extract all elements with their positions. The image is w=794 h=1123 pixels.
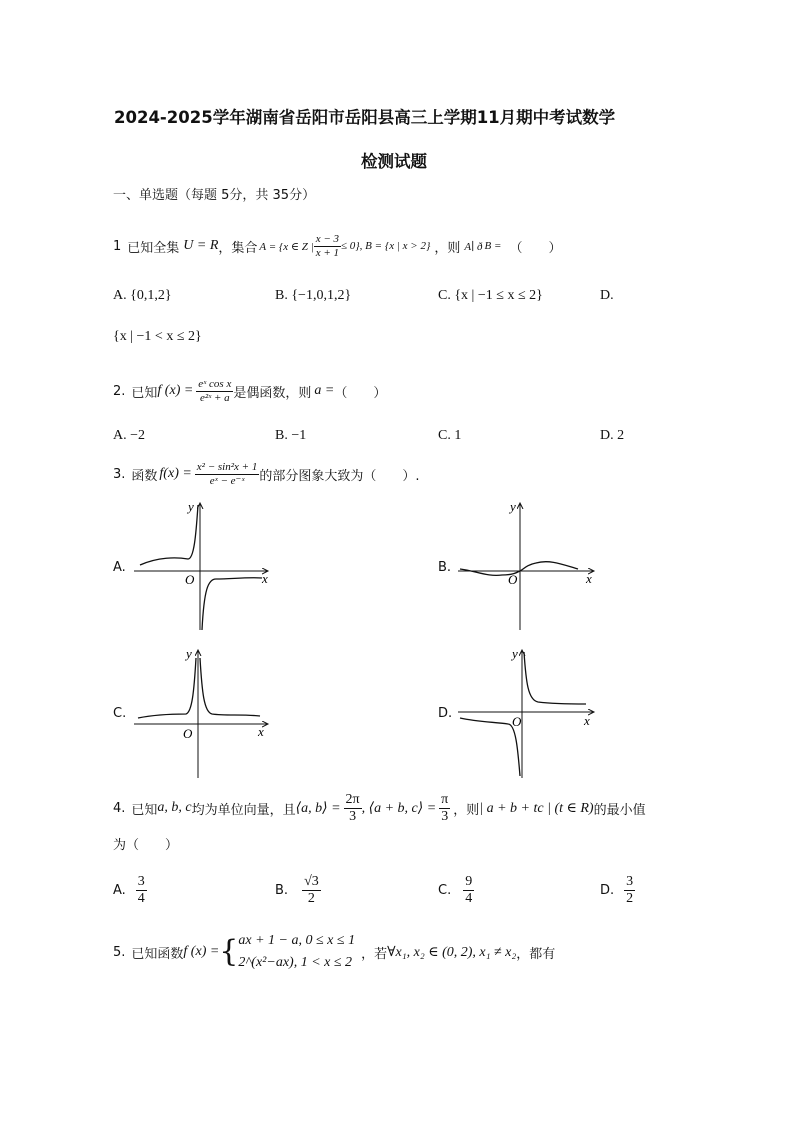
question-1 [113,228,561,264]
origin-label: O [183,726,193,741]
q3-option-c-label: C. [113,706,127,721]
q5-function-name: f (x) = [183,944,220,959]
q4-option-a-denominator: 4 [137,890,145,906]
question-4 [113,788,646,828]
curve-right [202,578,262,630]
q4-option-a-numerator: 3 [137,874,145,890]
question-5 [113,926,555,978]
q2-variable: a = [314,383,335,398]
origin-label: O [508,572,518,587]
q1-answer-paren: （ ） [509,240,562,256]
q1-set-a-prefix: A = {x ∈ Z | [259,240,314,253]
q1-expression-b: B = [484,240,502,252]
q4-option-d [600,870,635,910]
y-axis-label: y [186,646,192,661]
curve-left [140,505,198,565]
q1-expression: A∣ ð [464,240,483,253]
question-3 [113,456,419,492]
q5-condition: ∀x₁, x₂ ∈ (0, 2), x₁ ≠ x₂ [387,944,517,960]
q4-option-b-numerator: √3 [304,874,319,890]
q3-graph-c [128,642,278,782]
q3-denominator: eˣ − e⁻ˣ [209,474,245,487]
x-axis-label: x [258,724,264,739]
curve [460,562,578,576]
q3-text-2: 的部分图象大致为（ ）. [259,468,420,484]
q2-fraction [196,378,233,403]
q3-function-name: f(x) = [159,466,192,481]
y-axis-label: y [188,499,194,514]
q1-number: 1 [113,238,122,254]
q2-function-name: f (x) = [157,383,194,398]
q5-text-2: ，若 [361,946,388,962]
q4-text-1: 已知 [131,802,158,818]
section-header: 一、单选题（每题 5分，共 35分） [113,188,316,203]
q4-option-b-label: B. [275,882,289,898]
q1-option-d-text: {x | −1 < x ≤ 2} [113,329,202,344]
q1-set-a-fraction [314,233,341,258]
paper-title-line2: 检测试题 [361,152,427,171]
q4-option-c-denominator: 4 [465,890,473,906]
q2-answer-paren: （ ） [334,385,387,401]
y-axis-label: y [512,646,518,661]
q2-text-2: 是偶函数，则 [233,385,312,401]
q4-text-4: 的最小值 [593,802,646,818]
q1-set-a-denominator: x + 1 [315,246,339,259]
q1-option-c: C. {x | −1 ≤ x ≤ 2} [438,288,543,303]
q3-option-d-label: D. [438,706,453,721]
q4-vectors: a, b, c [157,800,192,815]
q1-option-b: B. {−1,0,1,2} [275,288,352,303]
curve-left [460,718,520,776]
q3-number: 3. [113,466,126,482]
curve-right [200,658,260,716]
paper-title-line1: 2024-2025学年湖南省岳阳市岳阳县高三上学期11月期中考试数学 [114,108,616,127]
q1-set-a-suffix: ≤ 0}, B = {x | x > 2} [341,240,431,252]
q4-cond2-numerator: π [441,792,449,808]
curve-right [524,652,586,704]
q4-cond1-numerator: 2π [345,792,360,808]
q3-option-a-label: A. [113,560,126,575]
origin-label: O [512,714,522,729]
q4-cond1: ⟨a, b⟩ = [295,800,341,816]
q4-option-c-fraction [463,874,474,906]
q3-graph-d [454,642,604,782]
origin-label: O [185,572,195,587]
q1-text-2: ，集合 [218,240,258,256]
q2-denominator: e²ˣ + a [199,391,230,404]
x-axis-label: x [584,713,590,728]
q3-graph-b [454,495,604,635]
q4-option-a [113,870,147,910]
q4-cond2: , ⟨a + b, c⟩ = [361,800,437,816]
q3-option-b-label: B. [438,560,452,575]
q5-number: 5. [113,944,126,960]
y-axis-label: y [510,499,516,514]
q2-number: 2. [113,383,126,399]
q4-cond1-denominator: 3 [349,808,357,824]
q4-cond1-fraction [344,792,362,824]
q4-option-d-label: D. [600,882,615,898]
q4-expression: | a + b + tc | (t ∈ R) [479,800,594,816]
q4-option-b [275,870,321,910]
q3-graph-a [128,495,278,635]
q5-cases [238,930,355,975]
q3-text-1: 函数 [131,468,158,484]
q4-option-c [438,870,474,910]
q4-option-a-fraction [136,874,147,906]
q4-option-d-numerator: 3 [626,874,634,890]
q3-numerator: x² − sin²x + 1 [196,461,258,474]
q2-option-b: B. −1 [275,428,307,443]
q1-option-d-label: D. [600,288,614,303]
q2-text-1: 已知 [131,385,158,401]
q1-set-a-numerator: x − 3 [315,233,339,246]
q4-number: 4. [113,800,126,816]
q4-option-d-denominator: 2 [626,890,634,906]
q5-brace: { [219,934,239,969]
q4-cond2-fraction [439,792,450,824]
q4-option-a-label: A. [113,882,126,898]
q1-option-a: A. {0,1,2} [113,288,172,303]
q4-text-3: ，则 [453,802,480,818]
q5-case-1: ax + 1 − a, 0 ≤ x ≤ 1 [238,932,356,948]
q5-text-1: 已知函数 [131,946,184,962]
q4-option-b-denominator: 2 [307,890,315,906]
curve-left [138,658,196,718]
x-axis-label: x [586,571,592,586]
q4-option-b-fraction [302,874,321,906]
x-axis-label: x [262,571,268,586]
q1-text-1: 已知全集 [127,240,180,256]
q5-case-2: 2^(x²−ax), 1 < x ≤ 2 [238,955,353,970]
q5-text-3: ，都有 [516,946,556,962]
q1-universal-set: U = R [183,238,219,253]
q4-option-c-numerator: 9 [465,874,473,890]
q2-option-a: A. −2 [113,428,146,443]
q4-option-d-fraction [624,874,635,906]
q2-numerator: eˣ cos x [198,378,232,391]
q4-line-2: 为（ ） [113,838,179,853]
q4-cond2-denominator: 3 [441,808,449,824]
q1-text-3: ，则 [434,240,461,256]
q4-text-2: 均为单位向量，且 [191,802,296,818]
q3-fraction [195,461,260,486]
q4-option-c-label: C. [438,882,452,898]
q2-option-c: C. 1 [438,428,462,443]
question-2 [113,372,386,410]
q2-option-d: D. 2 [600,428,625,443]
